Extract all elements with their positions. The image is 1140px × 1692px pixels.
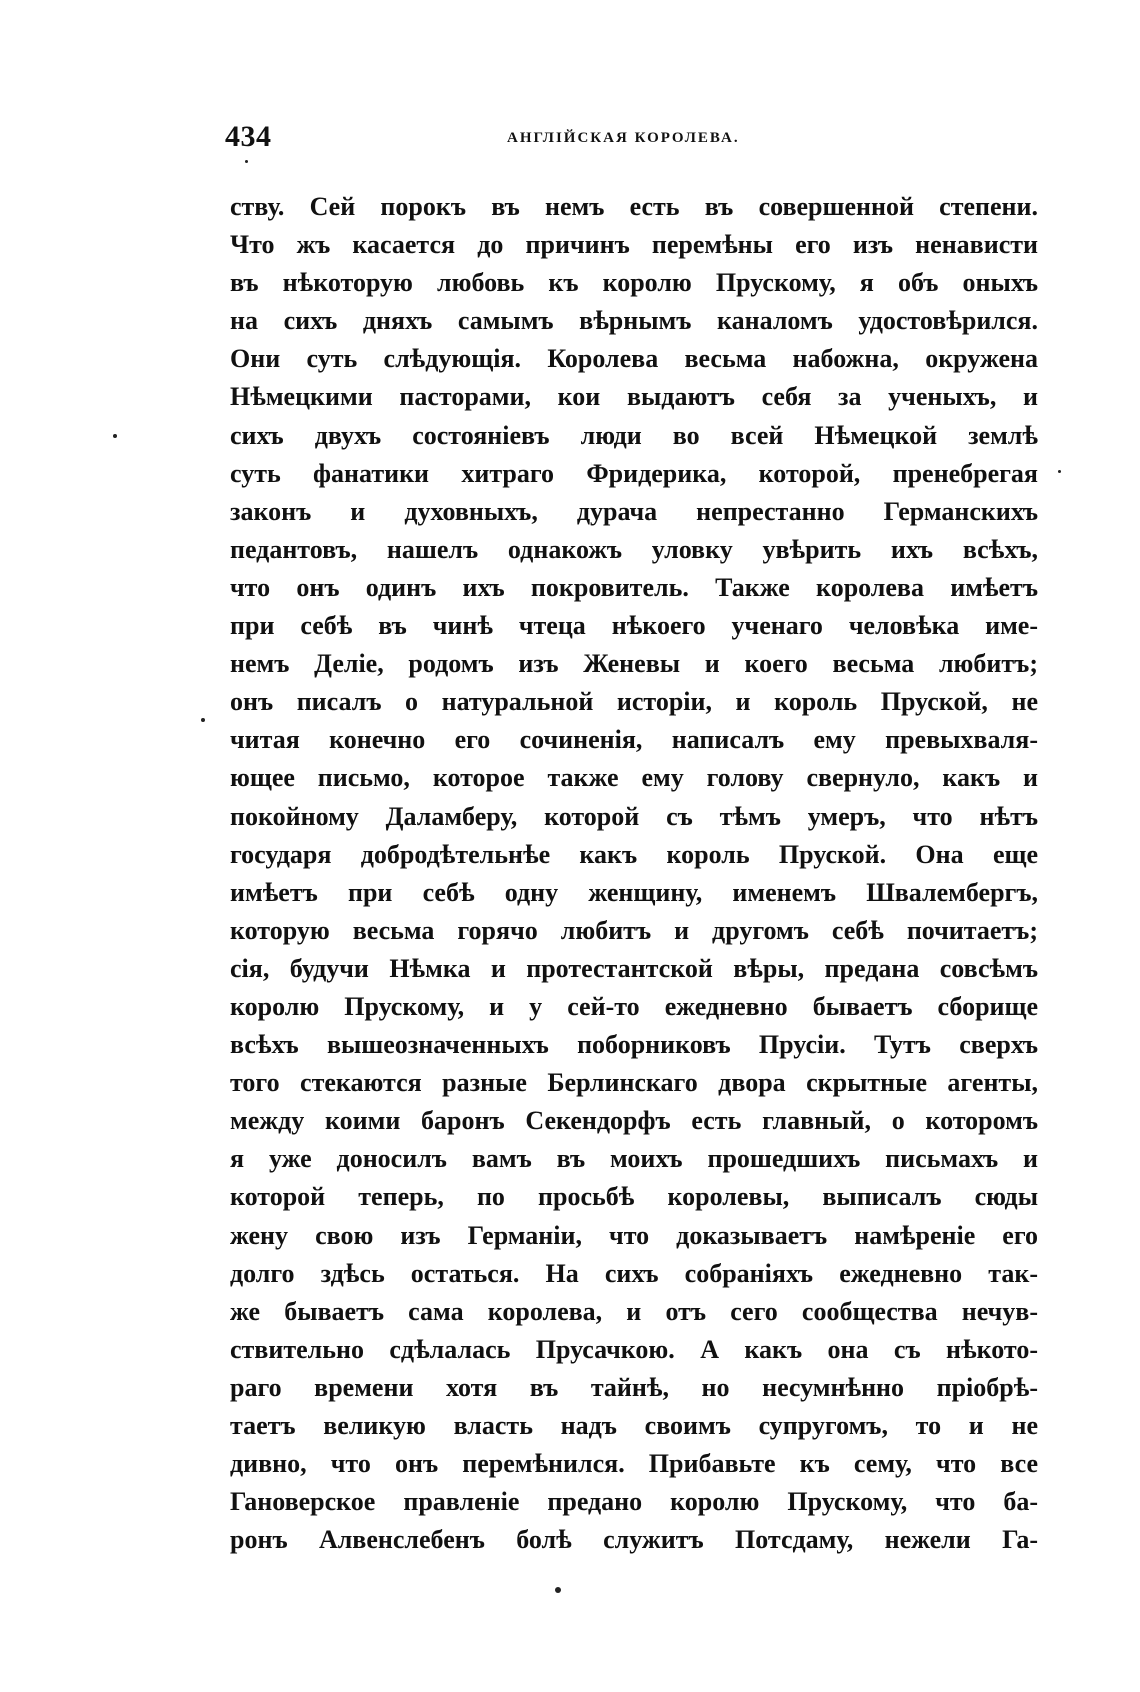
text-line: Гановерское правленіе предано королю Прускому, что ба- xyxy=(230,1487,1038,1517)
text-line: законъ и духовныхъ, дурача непрестанно Германскихъ xyxy=(230,496,1038,526)
text-line: которую весьма горячо любитъ и другомъ себѣ почитаетъ; xyxy=(230,915,1038,945)
text-line: читая конечно его сочиненія, написалъ ему превыхваля- xyxy=(230,725,1038,755)
text-line: покойному Даламберу, которой съ тѣмъ умеръ, что нѣтъ xyxy=(230,801,1038,831)
scan-speck xyxy=(555,1587,561,1593)
text-line: сихъ двухъ состояніевъ люди во всей Нѣмецкой землѣ xyxy=(230,420,1038,450)
text-line: жену свою изъ Германіи, что доказываетъ намѣреніе его xyxy=(230,1220,1038,1250)
scan-speck xyxy=(201,718,205,722)
text-line: всѣхъ вышеозначенныхъ поборниковъ Прусіи. Тутъ сверхъ xyxy=(230,1030,1038,1060)
text-line: педантовъ, нашелъ однакожъ уловку увѣрить ихъ всѣхъ, xyxy=(230,534,1038,564)
text-line: королю Прускому, и у сей-то ежедневно бываетъ сборище xyxy=(230,991,1038,1021)
text-line: таетъ великую власть надъ своимъ супругомъ, то и не xyxy=(230,1411,1038,1440)
text-line: долго здѣсь остаться. На сихъ собраніяхъ ежедневно так- xyxy=(230,1258,1038,1288)
text-line: Нѣмецкими пасторами, кои выдаютъ себя за ученыхъ, и xyxy=(230,382,1038,412)
text-line: на сихъ дняхъ самымъ вѣрнымъ каналомъ удостовѣрился. xyxy=(230,306,1038,336)
text-line: между коими баронъ Секендорфъ есть главный, о которомъ xyxy=(230,1106,1038,1136)
text-line: онъ писалъ о натуральной исторіи, и король Пруской, не xyxy=(230,687,1038,717)
text-line: при себѣ въ чинѣ чтеца нѣкоего ученаго человѣка име- xyxy=(230,611,1038,641)
text-line: ющее письмо, которое также ему голову свернуло, какъ и xyxy=(230,763,1038,793)
text-line: ронъ Алвенслебенъ болѣ служитъ Потсдаму, нежели Га- xyxy=(230,1525,1038,1555)
text-line: имѣетъ при себѣ одну женщину, именемъ Швалембергъ, xyxy=(230,877,1038,907)
text-line: немъ Деліе, родомъ изъ Женевы и коего весьма любитъ; xyxy=(230,649,1038,679)
text-line: сія, будучи Нѣмка и протестантской вѣры, предана совсѣмъ xyxy=(230,953,1038,983)
text-line: государя добродѣтельнѣе какъ король Пруской. Она еще xyxy=(230,839,1038,869)
text-line: которой теперь, по просьбѣ королевы, выписалъ сюды xyxy=(230,1182,1038,1212)
body-text xyxy=(230,188,1038,1559)
scan-speck xyxy=(1058,470,1061,473)
text-line: ствительно сдѣлалась Прусачкою. А какъ она съ нѣкото- xyxy=(230,1334,1038,1364)
text-line: что онъ одинъ ихъ покровитель. Также королева имѣетъ xyxy=(230,572,1038,602)
text-line: ству. Сей порокъ въ немъ есть въ совершенной степени. xyxy=(230,192,1038,221)
text-line: того стекаются разные Берлинскаго двора скрытные агенты, xyxy=(230,1068,1038,1098)
text-line: раго времени хотя въ тайнѣ, но несумнѣнно пріобрѣ- xyxy=(230,1372,1038,1402)
scan-speck xyxy=(113,434,117,438)
text-line: я уже доносилъ вамъ въ моихъ прошедшихъ письмахъ и xyxy=(230,1144,1038,1174)
running-title: АНГЛІЙСКАЯ КОРОЛЕВА. xyxy=(507,130,740,146)
text-line: же бываетъ сама королева, и отъ сего сообщества нечув- xyxy=(230,1296,1038,1326)
text-line: дивно, что онъ перемѣнился. Прибавьте къ сему, что все xyxy=(230,1449,1038,1479)
text-line: въ нѣкоторую любовь къ королю Прускому, я объ оныхъ xyxy=(230,268,1038,298)
text-line: суть фанатики хитраго Фридерика, которой, пренебрегая xyxy=(230,458,1038,488)
page-number: 434 xyxy=(225,120,272,153)
text-line: Они суть слѣдующія. Королева весьма набожна, окружена xyxy=(230,344,1038,374)
text-line: Что жъ касается до причинъ перемѣны его изъ ненависти xyxy=(230,230,1038,260)
page-header xyxy=(225,120,1035,160)
scan-speck xyxy=(245,160,248,163)
